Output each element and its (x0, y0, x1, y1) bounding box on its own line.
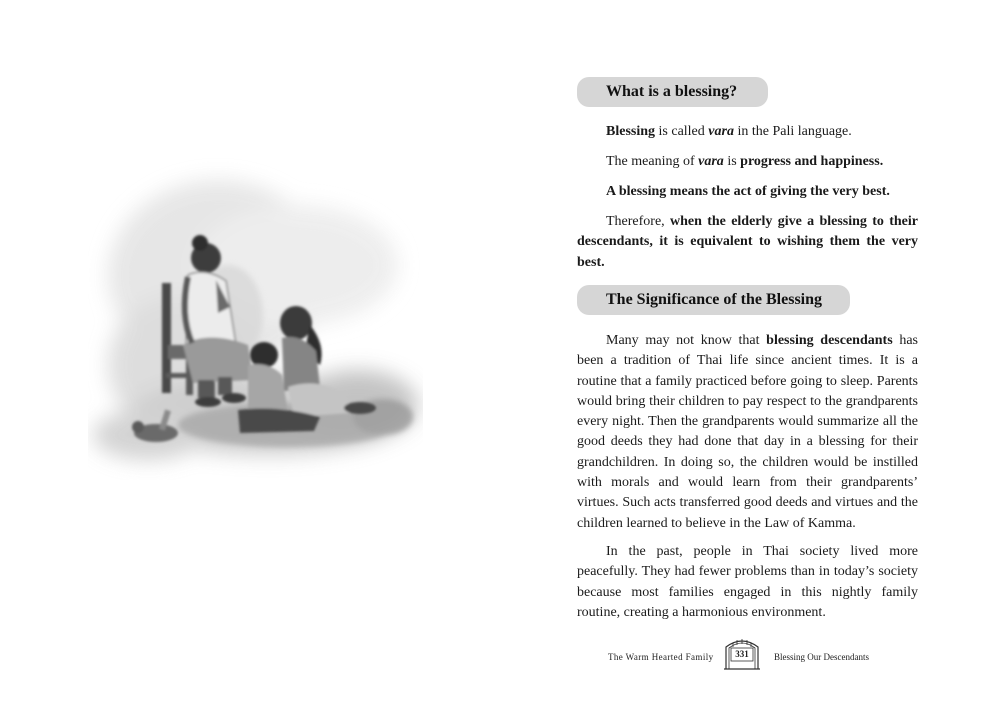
italic-term: vara (708, 124, 734, 139)
text-run: Therefore, (606, 214, 670, 229)
heading-text: The Significance of the Blessing (606, 291, 823, 308)
text-run: The meaning of (606, 154, 699, 169)
bold-term: Blessing (606, 124, 656, 139)
bold-sentence: A blessing means the act of giving the very best. (606, 184, 890, 199)
heading-text: What is a blessing? (606, 83, 738, 100)
text-run: in the Pali language. (733, 124, 852, 139)
text-run: In the past, people in Thai society lived more peacefully. They had fewer problems than in today’s society because most families engaged in this nightly family routine, creating a harmonious environment. (577, 544, 918, 620)
right-page (500, 0, 1000, 707)
italic-term: vara (698, 154, 724, 169)
paragraph (577, 122, 918, 142)
chapter-title: Blessing Our Descendants (774, 652, 869, 662)
bold-sentence: when the elderly give a blessing to their descendants, it is equivalent to wishing them the very best. (577, 214, 918, 270)
paragraph (577, 182, 918, 202)
text-run: is called (655, 124, 709, 139)
paragraph (577, 152, 918, 172)
text-run: is (723, 154, 741, 169)
text-run: Many may not know that (606, 333, 767, 348)
paragraph (577, 331, 918, 534)
bold-term: progress and happiness. (740, 154, 884, 169)
paragraph (577, 542, 918, 623)
page-footer (500, 633, 1000, 673)
text-run: has been a tradition of Thai life since ancient times. It is a routine that a family practiced before going to sleep. Parents would bring their children to pay respect to the grandparents every night. Then the grandparents would summarize all the good deeds they had done that day in a blessing for their grandchildren. In doing so, the children would be instilled with morals and would learn from their grandparents’ virtues. Such acts transferred good deeds and virtues and the children learned to believe in the Law of Kamma. (577, 333, 918, 531)
section-heading-significance (577, 285, 850, 315)
section-heading-what-is-a-blessing (577, 77, 768, 107)
book-title: The Warm Hearted Family (608, 652, 714, 662)
family-blessing-illustration (88, 155, 423, 480)
page-number: 331 (735, 649, 749, 659)
paragraph (577, 212, 918, 273)
bold-term: blessing descendants (766, 333, 893, 348)
